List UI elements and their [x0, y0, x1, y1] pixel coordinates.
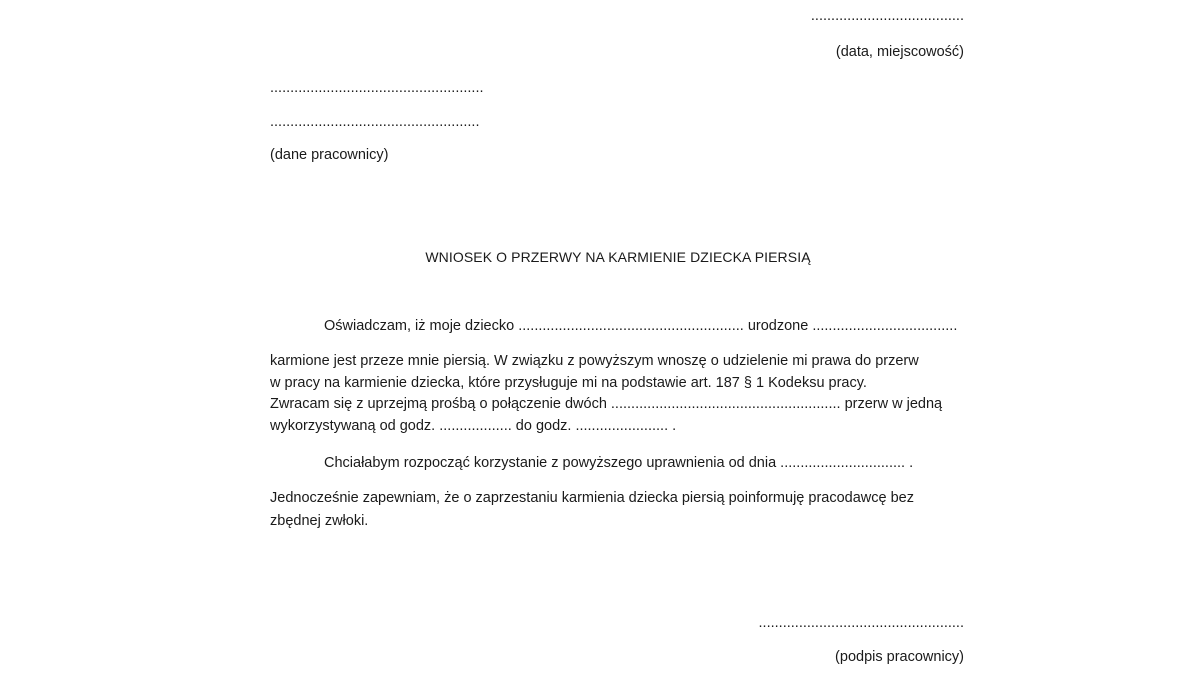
- request-line-1: karmione jest przeze mnie piersią. W związku z powyższym wnoszę o udzielenie mi prawa do przerw: [270, 353, 919, 369]
- request-line-3: Zwracam się z uprzejmą prośbą o połączenie dwóch ......................................................... przerw w jedną: [270, 396, 943, 412]
- start-date-paragraph: Chciałabym rozpocząć korzystanie z powyższego uprawnienia od dnia ............................... .: [324, 455, 914, 471]
- assurance-paragraph: [270, 487, 914, 533]
- employee-data-dots-1: .....................................................: [270, 80, 484, 96]
- date-place-label: (data, miejscowość): [835, 44, 964, 60]
- assurance-line-2: zbędnej zwłoki.: [270, 513, 369, 529]
- request-line-4: wykorzystywaną od godz. .................. do godz. ....................... .: [270, 417, 677, 434]
- employee-data-dots-2: ....................................................: [270, 114, 480, 130]
- signature-label: (podpis pracownicy): [835, 649, 964, 665]
- statement-paragraph: Oświadczam, iż moje dziecko ........................................................ urodzone ....................................: [324, 318, 958, 334]
- signature-dots: ...................................................: [758, 615, 964, 631]
- date-place-dots: ......................................: [810, 8, 964, 24]
- employee-data-label: (dane pracownicy): [270, 147, 389, 163]
- document-title: WNIOSEK O PRZERWY NA KARMIENIE DZIECKA PIERSIĄ: [425, 249, 811, 265]
- assurance-line-1: Jednocześnie zapewniam, że o zaprzestaniu karmienia dziecka piersią poinformuję pracodawcę bez: [270, 490, 914, 506]
- request-paragraph: [270, 351, 970, 437]
- request-line-2: w pracy na karmienie dziecka, które przysługuje mi na podstawie art. 187 § 1 Kodeksu pracy.: [270, 374, 867, 391]
